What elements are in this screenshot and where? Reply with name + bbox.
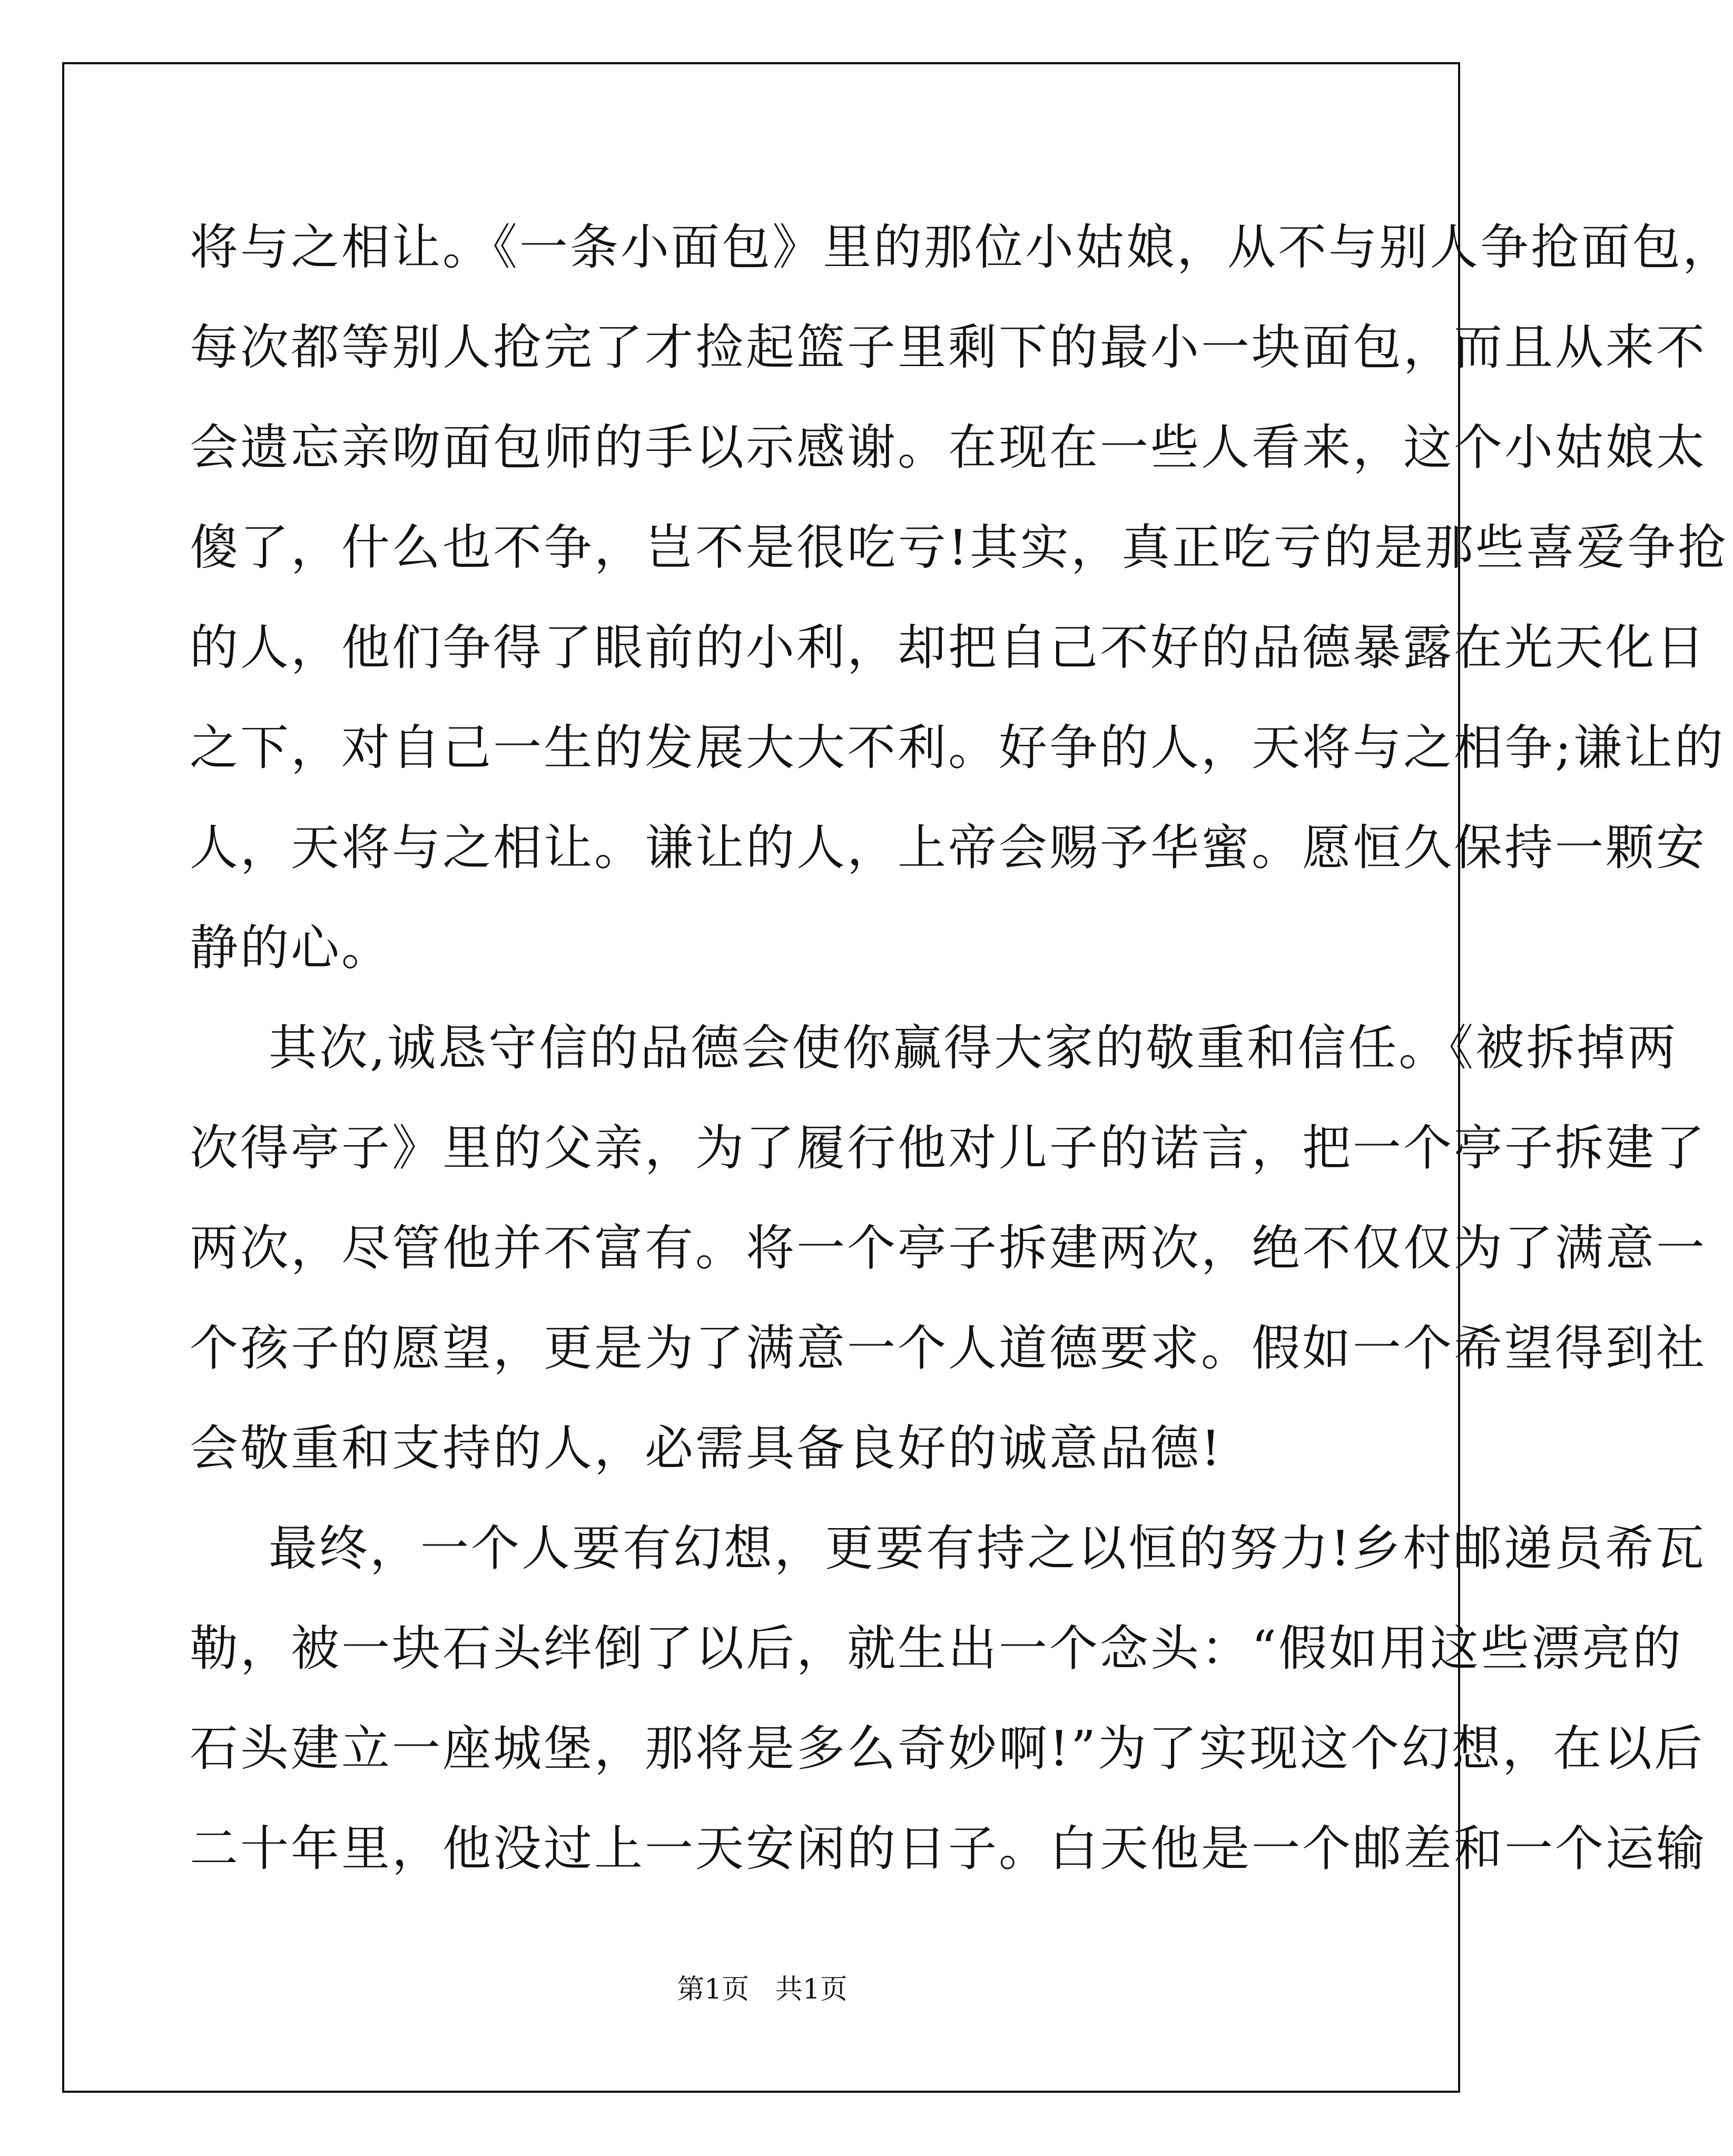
text-line: 之下，对自己一生的发展大大不利。好争的人，天将与之相争;谦让的 xyxy=(190,720,1725,776)
text-line: 傻了，什么也不争，岂不是很吃亏!其实，真正吃亏的是那些喜爱争抢 xyxy=(190,519,1728,576)
text-line: 二十年里，他没过上一天安闲的日子。白天他是一个邮差和一个运输 xyxy=(190,1820,1707,1877)
text-line: 的人，他们争得了眼前的小利，却把自己不好的品德暴露在光天化日 xyxy=(190,619,1707,676)
text-line: 勒，被一块石头绊倒了以后，就生出一个念头：“假如用这些漂亮的 xyxy=(190,1620,1683,1677)
text-line: 静的心。 xyxy=(190,920,392,976)
text-line: 个孩子的愿望，更是为了满意一个人道德要求。假如一个希望得到社 xyxy=(190,1320,1707,1376)
text-line: 每次都等别人抢完了才捡起篮子里剩下的最小一块面包，而且从来不 xyxy=(190,319,1707,376)
paragraph-start-line: 最终，一个人要有幻想，更要有持之以恒的努力!乡村邮递员希瓦 xyxy=(269,1520,1706,1577)
text-line: 次得亭子》里的父亲，为了履行他对儿子的诺言，把一个亭子拆建了 xyxy=(190,1120,1707,1176)
text-line: 人，天将与之相让。谦让的人，上帝会赐予华蜜。愿恒久保持一颗安 xyxy=(190,820,1707,876)
text-line: 石头建立一座城堡，那将是多么奇妙啊!”为了实现这个幻想，在以后 xyxy=(190,1720,1705,1777)
text-line: 会敬重和支持的人，必需具备良好的诚意品德! xyxy=(190,1420,1223,1476)
page-footer: 第1页 共1页 xyxy=(677,1974,848,2005)
text-line: 将与之相让。《一条小面包》里的那位小姑娘，从不与别人争抢面包， xyxy=(190,219,1733,275)
paragraph-start-line: 其次,诚恳守信的品德会使你赢得大家的敬重和信任。《被拆掉两 xyxy=(269,1020,1678,1076)
text-line: 两次，尽管他并不富有。将一个亭子拆建两次，绝不仅仅为了满意一 xyxy=(190,1220,1707,1276)
text-line: 会遗忘亲吻面包师的手以示感谢。在现在一些人看来，这个小姑娘太 xyxy=(190,419,1707,476)
